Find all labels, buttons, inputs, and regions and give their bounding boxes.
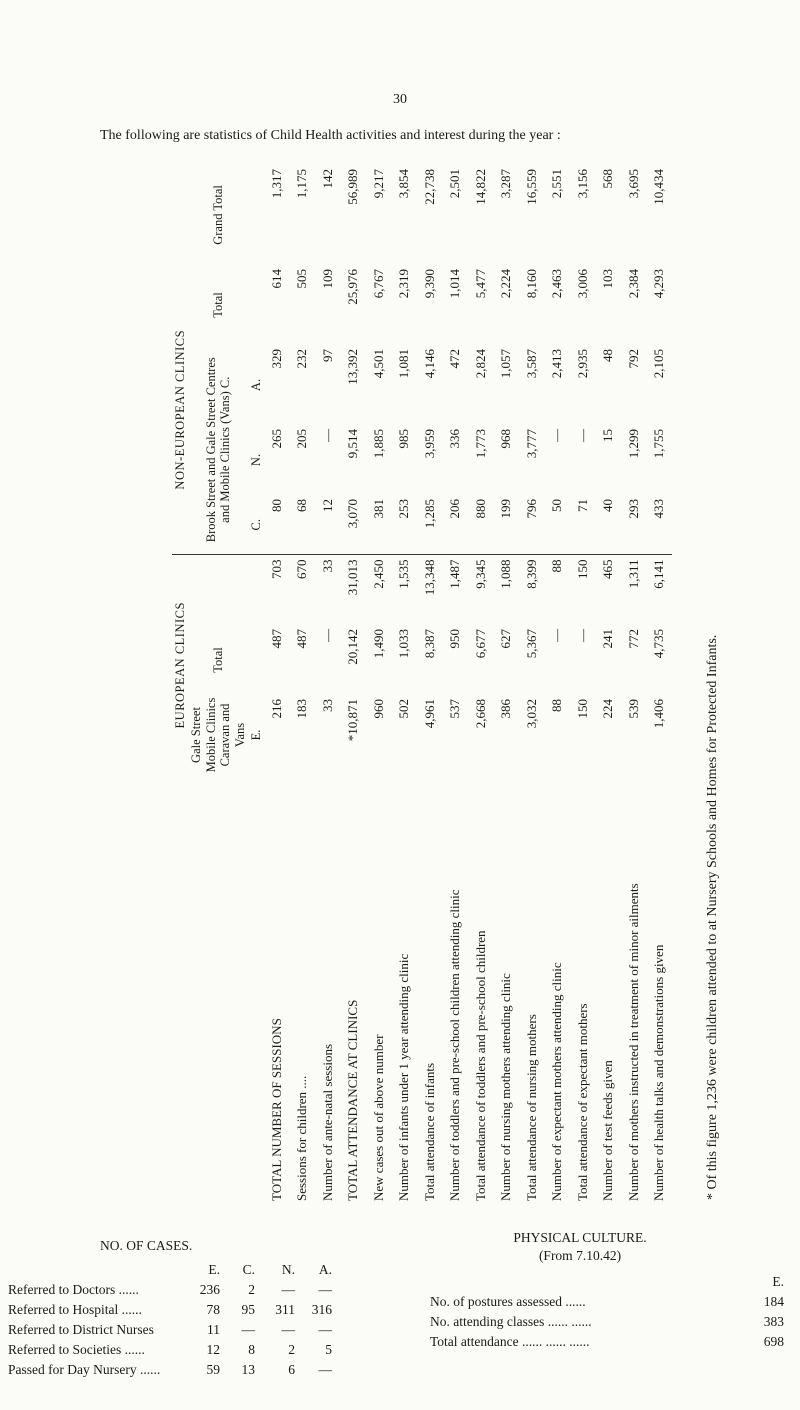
rotated-table [172, 165, 672, 1205]
row-value: 4,146 [421, 349, 437, 379]
row-value: 3,156 [574, 168, 590, 199]
column-sub-row [248, 165, 264, 1205]
physical-culture-value: 383 [763, 1314, 784, 1329]
cases-row-value: 236 [199, 1282, 220, 1297]
row-label: Total attendance of expectant mothers [574, 1003, 590, 1201]
row-value: 465 [600, 559, 616, 579]
cases-row [0, 1342, 400, 1362]
row-value: 16,559 [523, 168, 539, 205]
row-value: 1,033 [396, 629, 412, 659]
table-row [570, 165, 595, 1205]
row-value: 614 [268, 268, 284, 289]
row-value: 4,735 [651, 629, 667, 659]
row-value: 33 [319, 699, 335, 712]
sub-blank-3 [248, 265, 264, 345]
table-row [468, 165, 493, 1205]
blank-header-2 [172, 165, 188, 265]
row-value: 183 [294, 699, 310, 719]
row-value: 71 [570, 495, 595, 555]
row-value: 381 [366, 495, 391, 555]
row-value: 2,935 [574, 349, 590, 379]
col-eu-total: Total [210, 647, 225, 673]
row-value: 627 [498, 629, 514, 649]
row-value: 472 [447, 349, 463, 369]
table-row [443, 165, 468, 1205]
row-value: 3,287 [498, 168, 514, 199]
sub-n: N. [248, 453, 263, 467]
row-value: 4,961 [421, 699, 437, 729]
row-value: 2,319 [396, 268, 412, 299]
row-value: 22,738 [421, 168, 437, 205]
cases-row-value: — [281, 1282, 295, 1297]
row-value: 880 [468, 495, 493, 555]
row-value: — [549, 629, 565, 642]
row-value: 80 [264, 495, 289, 555]
row-value: 88 [549, 559, 565, 573]
row-value: 792 [625, 349, 641, 369]
cases-row-value: — [318, 1282, 332, 1297]
table-row [341, 165, 366, 1205]
cases-row-value: 78 [206, 1302, 220, 1317]
row-value: 56,989 [345, 168, 361, 205]
row-value: 33 [319, 559, 335, 573]
row-value: 487 [268, 629, 284, 649]
cases-row [0, 1362, 400, 1382]
row-value: 50 [545, 495, 570, 555]
table-row [621, 165, 646, 1205]
row-value: 5,367 [523, 629, 539, 659]
row-value: 2,463 [549, 268, 565, 299]
cases-row-value: 95 [241, 1302, 255, 1317]
row-value: 150 [574, 559, 590, 579]
row-value: 1,088 [498, 559, 514, 589]
row-value: 502 [396, 699, 412, 719]
cases-row-value: — [281, 1322, 295, 1337]
row-value: 960 [370, 699, 386, 719]
row-label: New cases out of above number [370, 1034, 386, 1201]
physical-culture-row [430, 1334, 784, 1354]
row-value: 8,160 [523, 268, 539, 299]
row-label: Number of mothers instructed in treatment of minor ailments [625, 883, 641, 1201]
row-value: 2,501 [447, 168, 463, 199]
row-label: Total attendance of infants [421, 1062, 437, 1201]
row-value: 487 [294, 629, 310, 649]
cases-row-value: — [318, 1322, 332, 1337]
cases-header-c: C. [242, 1262, 255, 1277]
row-value: 265 [268, 429, 284, 449]
row-value: 253 [392, 495, 417, 555]
row-label: Number of toddlers and pre-school children attending clinic [447, 889, 463, 1201]
row-value: 20,142 [345, 629, 361, 665]
row-value: 2,551 [549, 168, 565, 199]
table-row [366, 165, 391, 1205]
sub-blank [248, 625, 264, 695]
col-gale-mobile: Gale Street Mobile Clinics Caravan and Vans [189, 697, 247, 773]
cases-row-value: 11 [207, 1322, 220, 1337]
row-value: 985 [396, 429, 412, 449]
row-value: 1,285 [417, 495, 442, 555]
physical-culture-label: No. of postures assessed ...... [430, 1294, 586, 1309]
cases-row [0, 1302, 400, 1322]
group-header-row [172, 165, 188, 1205]
row-value: 1,299 [625, 429, 641, 459]
row-value: 6,767 [370, 268, 386, 299]
col-brook-gale: Brook Street and Gale Street Centres and Mobile Clinics (Vans) C. [188, 345, 248, 555]
physical-culture-row [430, 1314, 784, 1334]
row-label: Sessions for children .... [294, 1075, 310, 1201]
physical-culture-title: PHYSICAL CULTURE. [513, 1230, 647, 1245]
table-row [647, 165, 672, 1205]
row-value: 703 [268, 559, 284, 579]
row-value: 1,406 [651, 699, 667, 729]
table-row [290, 165, 315, 1205]
row-value: 386 [498, 699, 514, 719]
row-value: 1,014 [447, 268, 463, 299]
row-value: 1,490 [370, 629, 386, 659]
row-value: 150 [574, 699, 590, 719]
cases-row-value: 316 [311, 1302, 332, 1317]
sub-blank-4 [248, 165, 264, 265]
row-value: 2,224 [498, 268, 514, 299]
row-value: 3,777 [523, 429, 539, 459]
cases-row-value: 59 [206, 1362, 220, 1377]
row-value: 3,854 [396, 168, 412, 199]
sub-c: C. [248, 495, 264, 555]
row-value: 1,755 [651, 429, 667, 459]
sub-blank-2 [248, 555, 264, 625]
row-value: 6,677 [472, 629, 488, 659]
row-value: 9,514 [345, 429, 361, 459]
row-value: 3,587 [523, 349, 539, 379]
cases-header-n: N. [281, 1262, 295, 1277]
row-value: 216 [268, 699, 284, 719]
cases-row-value: 8 [248, 1342, 255, 1357]
row-value: 97 [319, 349, 335, 362]
sub-a: A. [248, 378, 263, 392]
row-label: Number of health talks and demonstrations given [651, 944, 667, 1201]
row-value: 4,293 [651, 268, 667, 299]
row-value: 3,695 [625, 168, 641, 199]
row-value: 8,399 [523, 559, 539, 589]
row-value: *10,871 [345, 699, 361, 742]
cases-row-label: Passed for Day Nursery ...... [8, 1362, 161, 1377]
row-value: 31,013 [345, 559, 361, 596]
physical-culture-value: 698 [763, 1334, 784, 1349]
row-value: 3,032 [523, 699, 539, 729]
row-value: 9,217 [370, 168, 386, 199]
row-value: 796 [519, 495, 544, 555]
child-health-statistics-table [172, 165, 672, 1205]
physical-culture-section [430, 1230, 800, 1349]
row-value: 968 [498, 429, 514, 449]
row-value: 1,081 [396, 349, 412, 379]
row-value: 5,477 [472, 268, 488, 299]
cases-row-value: 311 [275, 1302, 295, 1317]
col-grand-total: Grand Total [210, 185, 225, 245]
row-value: 40 [596, 495, 621, 555]
row-value: 25,976 [345, 268, 361, 305]
row-value: 537 [447, 699, 463, 719]
physical-culture-col-e: E. [772, 1274, 784, 1289]
row-value: 293 [621, 495, 646, 555]
row-value: 670 [294, 559, 310, 579]
cases-row-value: 2 [288, 1342, 295, 1357]
row-value: 199 [494, 495, 519, 555]
row-value: 3,006 [574, 268, 590, 299]
table-body [264, 165, 672, 1205]
row-value: 48 [600, 349, 616, 362]
row-value: 142 [319, 168, 335, 189]
row-label: TOTAL ATTENDANCE AT CLINICS [345, 999, 361, 1201]
row-value: 2,824 [472, 349, 488, 379]
row-value: 950 [447, 629, 463, 649]
row-value: 4,501 [370, 349, 386, 379]
row-value: 2,105 [651, 349, 667, 379]
cases-row-value: — [318, 1362, 332, 1377]
table-footnote: * Of this figure 1,236 were children attended to at Nursery Schools and Homes for Protected Infants. [705, 634, 720, 1200]
row-value: 109 [319, 268, 335, 289]
row-value: 1,057 [498, 349, 514, 379]
table-row [315, 165, 340, 1205]
row-value: 10,434 [651, 168, 667, 205]
cases-row-value: — [241, 1322, 255, 1337]
row-label: Number of nursing mothers attending clinic [498, 973, 514, 1201]
cases-title: NO. OF CASES. [100, 1238, 193, 1253]
sub-e: E. [248, 729, 263, 741]
row-value: 14,822 [472, 168, 488, 205]
table-row [494, 165, 519, 1205]
blank-header-3 [188, 775, 248, 1205]
cases-row-label: Referred to Doctors ...... [8, 1282, 139, 1297]
row-label: Number of test feeds given [600, 1060, 616, 1201]
row-value: 1,535 [396, 559, 412, 589]
row-value: 9,345 [472, 559, 488, 589]
table-row [545, 165, 570, 1205]
row-value: 3,959 [421, 429, 437, 459]
row-label: Number of infants under 1 year attending clinic [396, 953, 412, 1201]
row-value: — [319, 429, 335, 442]
row-value: 1,317 [268, 168, 284, 199]
page-number: 30 [393, 92, 407, 107]
row-value: 241 [600, 629, 616, 649]
row-value: 13,392 [345, 349, 361, 385]
row-value: 568 [600, 168, 616, 189]
row-label: Number of ante-natal sessions [319, 1043, 335, 1201]
row-value: 15 [600, 429, 616, 442]
row-value: 13,348 [421, 559, 437, 596]
cases-row-label: Referred to Societies ...... [8, 1342, 145, 1357]
cases-row-value: 5 [325, 1342, 332, 1357]
physical-culture-label: Total attendance ...... ...... ...... [430, 1334, 590, 1349]
row-value: 205 [294, 429, 310, 449]
row-value: 224 [600, 699, 616, 719]
row-value: — [319, 629, 335, 642]
row-value: 3,070 [341, 495, 366, 555]
cases-row [0, 1282, 400, 1302]
physical-culture-label: No. attending classes ...... ...... [430, 1314, 592, 1329]
row-label: TOTAL NUMBER OF SESSIONS [268, 1018, 284, 1201]
statistics-table-container [172, 165, 672, 1205]
row-value: 433 [647, 495, 672, 555]
row-value: 232 [294, 349, 310, 369]
row-value: 505 [294, 268, 310, 289]
intro-text: The following are statistics of Child Health activities and interest during the year : [100, 128, 561, 143]
row-label: Total attendance of nursing mothers [523, 1014, 539, 1201]
row-value: 539 [625, 699, 641, 719]
row-value: 1,311 [625, 559, 641, 589]
cases-row-value: 13 [241, 1362, 255, 1377]
row-value: 68 [290, 495, 315, 555]
table-row [264, 165, 289, 1205]
physical-culture-value: 184 [763, 1294, 784, 1309]
row-value: 1,487 [447, 559, 463, 589]
row-value: 329 [268, 349, 284, 369]
row-value: 2,450 [370, 559, 386, 589]
row-label: Total attendance of toddlers and pre-school children [472, 930, 488, 1201]
table-row [519, 165, 544, 1205]
row-label: Number of expectant mothers attending clinic [549, 962, 565, 1201]
non-european-clinics-header: NON-EUROPEAN CLINICS [172, 265, 188, 555]
row-value: 2,413 [549, 349, 565, 379]
col-eu-spacer [188, 555, 248, 625]
cases-row-label: Referred to Hospital ...... [8, 1302, 142, 1317]
column-header-row [188, 165, 248, 1205]
row-value: 206 [443, 495, 468, 555]
row-value: 103 [600, 268, 616, 289]
row-value: 1,175 [294, 168, 310, 199]
cases-header-a: A. [318, 1262, 332, 1277]
row-value: 336 [447, 429, 463, 449]
row-value: 88 [549, 699, 565, 712]
row-value: 2,668 [472, 699, 488, 729]
row-value: 1,885 [370, 429, 386, 459]
cases-row-label: Referred to District Nurses [8, 1322, 154, 1337]
row-value: — [574, 429, 590, 442]
table-row [392, 165, 417, 1205]
cases-row-value: 12 [206, 1342, 220, 1357]
table-row [417, 165, 442, 1205]
col-ne-total: Total [210, 292, 225, 318]
row-value: 6,141 [651, 559, 667, 589]
cases-row-value: 2 [248, 1282, 255, 1297]
table-row [596, 165, 621, 1205]
cases-row [0, 1322, 400, 1342]
row-value: 772 [625, 629, 641, 649]
cases-row-value: 6 [288, 1362, 295, 1377]
row-value: 1,773 [472, 429, 488, 459]
blank-sub [248, 775, 264, 1205]
row-value: 8,387 [421, 629, 437, 659]
row-value: 9,390 [421, 268, 437, 299]
row-value: 2,384 [625, 268, 641, 299]
row-value: — [574, 629, 590, 642]
cases-header-e: E. [208, 1262, 220, 1277]
row-value: 12 [315, 495, 340, 555]
physical-culture-row [430, 1294, 784, 1314]
blank-header [172, 775, 188, 1205]
european-clinics-header: EUROPEAN CLINICS [173, 602, 187, 729]
physical-culture-subtitle: (From 7.10.42) [538, 1248, 622, 1263]
row-value: — [549, 429, 565, 442]
